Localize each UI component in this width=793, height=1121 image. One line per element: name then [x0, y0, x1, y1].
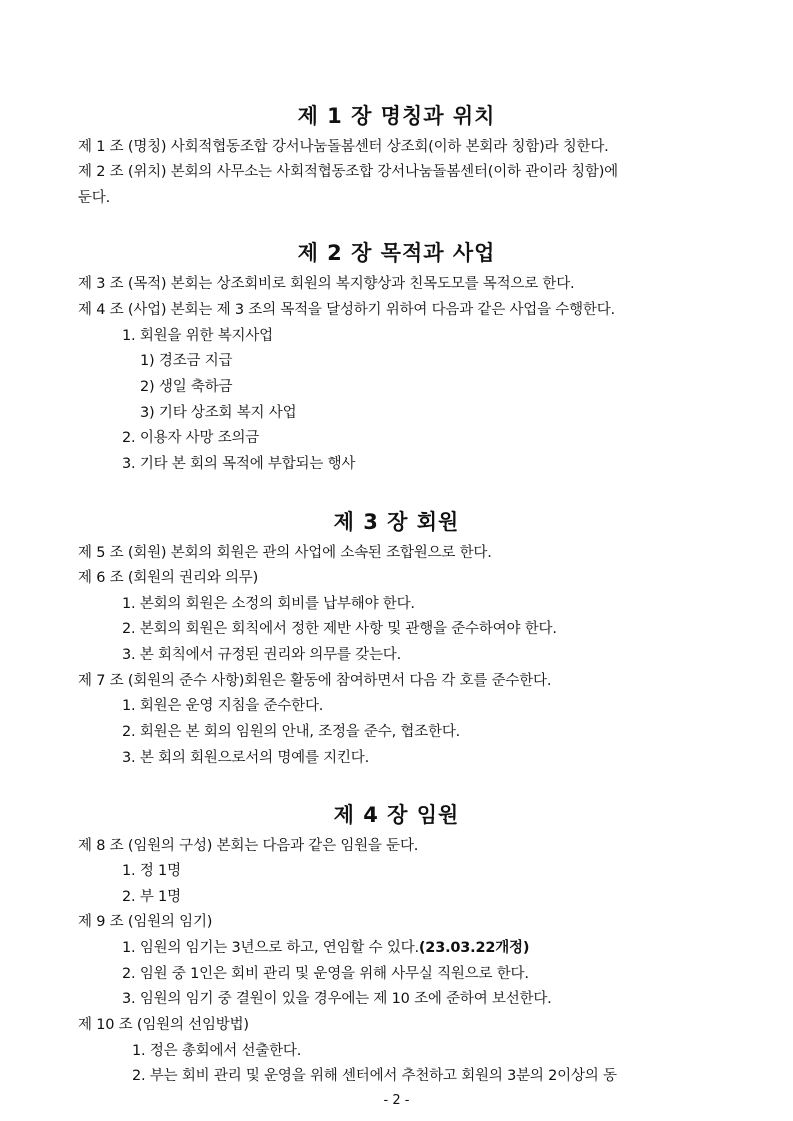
chapter-4-title: 제 4 장 임원 — [333, 803, 460, 827]
revision-note: (23.03.22개정) — [418, 940, 530, 956]
article-9-item-3: 3. 임원의 임기 중 결원이 있을 경우에는 제 10 조에 준하여 보선한다. — [122, 991, 552, 1007]
article-7-item-3: 3. 본 회의 회원으로서의 명예를 지킨다. — [122, 750, 369, 766]
article-6-item-2: 2. 본회의 회원은 회칙에서 정한 제반 사항 및 관행을 준수하여야 한다. — [122, 621, 557, 637]
page-number: - 2 - — [383, 1093, 410, 1108]
article-9-item-1-text: 1. 임원의 임기는 3년으로 하고, 연임할 수 있다. — [122, 940, 419, 956]
article-7-item-1: 1. 회원은 운영 지침을 준수한다. — [122, 698, 324, 714]
chapter-1-title: 제 1 장 명칭과 위치 — [297, 104, 496, 128]
article-4-subitem-2: 2) 생일 축하금 — [140, 379, 233, 395]
article-6-item-3: 3. 본 회칙에서 규정된 권리와 의무를 갖는다. — [122, 647, 402, 663]
article-4-item-3: 3. 기타 본 회의 목적에 부합되는 행사 — [122, 456, 356, 472]
article-6-item-1: 1. 본회의 회원은 소정의 회비를 납부해야 한다. — [122, 596, 415, 612]
article-7: 제 7 조 (회원의 준수 사항)회원은 활동에 참여하면서 다음 각 호를 준수한다. — [78, 673, 552, 689]
article-10: 제 10 조 (임원의 선임방법) — [78, 1017, 249, 1033]
article-8-item-2: 2. 부 1명 — [122, 889, 181, 905]
article-8-item-1: 1. 정 1명 — [122, 863, 181, 879]
article-2: 제 2 조 (위치) 본회의 사무소는 사회적협동조합 강서나눔돌봄센터(이하 관이라 칭함)에 — [78, 164, 618, 180]
article-7-item-2: 2. 회원은 본 회의 임원의 안내, 조정을 준수, 협조한다. — [122, 724, 461, 740]
article-1: 제 1 조 (명칭) 사회적협동조합 강서나눔돌봄센터 상조회(이하 본회라 칭함)라 칭한다. — [78, 139, 609, 155]
article-9: 제 9 조 (임원의 임기) — [78, 914, 213, 930]
article-3: 제 3 조 (목적) 본회는 상조회비로 회원의 복지향상과 친목도모를 목적으로 한다. — [78, 276, 575, 292]
article-5: 제 5 조 (회원) 본회의 회원은 관의 사업에 소속된 조합원으로 한다. — [78, 545, 492, 561]
article-4-item-2: 2. 이용자 사망 조의금 — [122, 430, 260, 446]
article-4-subitem-1: 1) 경조금 지급 — [140, 353, 233, 369]
chapter-3-title: 제 3 장 회원 — [333, 510, 460, 534]
article-4-subitem-3: 3) 기타 상조회 복지 사업 — [140, 405, 297, 421]
article-6: 제 6 조 (회원의 권리와 의무) — [78, 570, 259, 586]
article-4-item-1: 1. 회원을 위한 복지사업 — [122, 328, 273, 344]
article-8: 제 8 조 (임원의 구성) 본회는 다음과 같은 임원을 둔다. — [78, 838, 419, 854]
article-9-item-2: 2. 임원 중 1인은 회비 관리 및 운영을 위해 사무실 직원으로 한다. — [122, 966, 529, 982]
chapter-2-title: 제 2 장 목적과 사업 — [297, 241, 496, 265]
article-4: 제 4 조 (사업) 본회는 제 3 조의 목적을 달성하기 위하여 다음과 같은 사업을 수행한다. — [78, 302, 615, 318]
article-2-continued: 둔다. — [78, 190, 111, 206]
article-9-item-1 — [122, 938, 529, 958]
article-10-item-1: 1. 정은 총회에서 선출한다. — [132, 1043, 302, 1059]
article-10-item-2: 2. 부는 회비 관리 및 운영을 위해 센터에서 추천하고 회원의 3분의 2이상의 동 — [132, 1068, 617, 1084]
